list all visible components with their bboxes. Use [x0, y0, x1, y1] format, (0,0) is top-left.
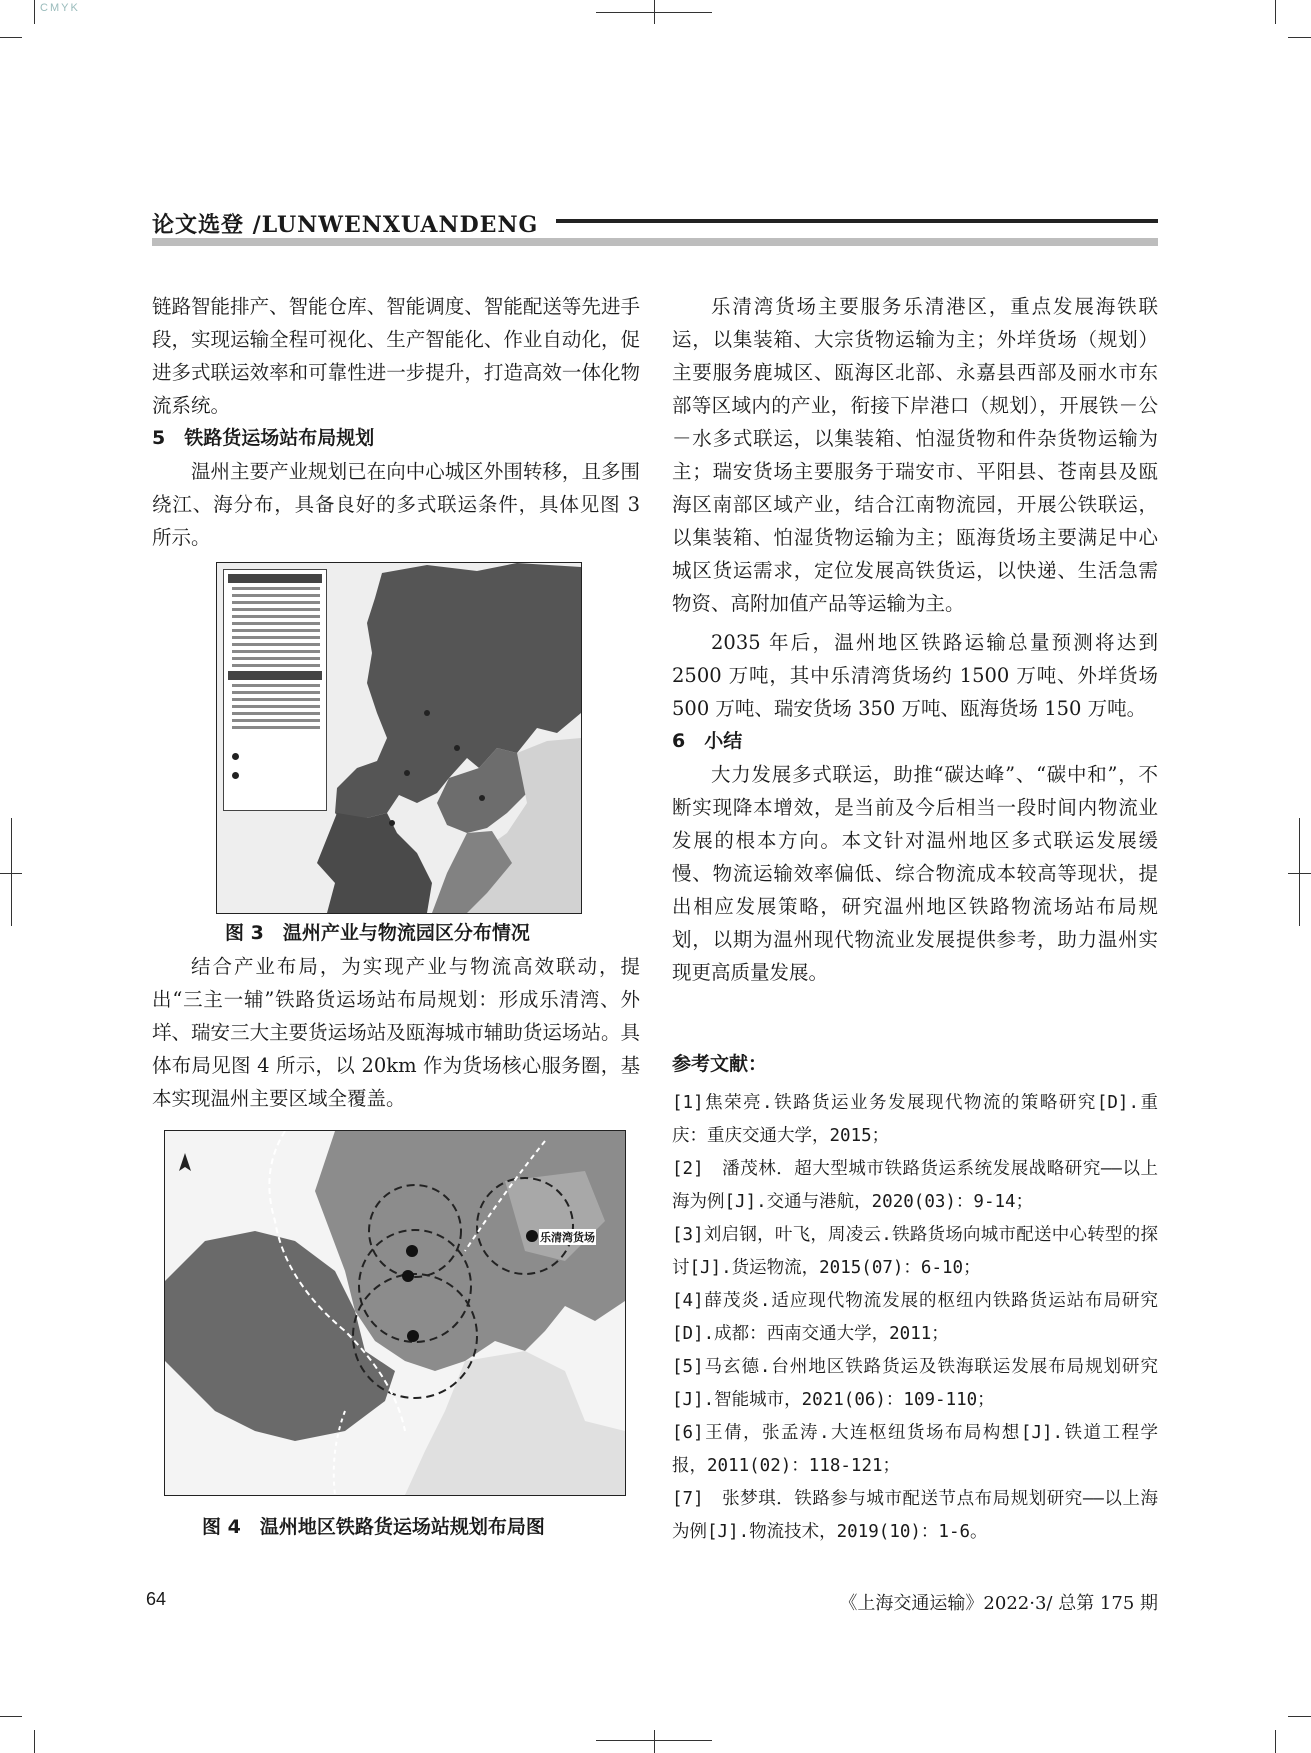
figure-4-caption: 图 4 温州地区铁路货运场站规划布局图	[202, 1516, 545, 1538]
section-heading-6: 6 小结	[672, 730, 743, 752]
reference-item: [4]薛茂炎.适应现代物流发展的枢纽内铁路货运站布局研究[D].成都：西南交通大学，2011；	[672, 1291, 1158, 1344]
railway-station-map	[165, 1131, 625, 1495]
header-band	[152, 238, 1158, 246]
figure-4-map	[164, 1130, 626, 1496]
references	[672, 1048, 1158, 1549]
journal-info: 《上海交通运输》2022·3/ 总第 175 期	[839, 1593, 1158, 1614]
crop-mark	[1288, 37, 1311, 38]
crop-mark	[654, 1730, 655, 1753]
reference-item: [3]刘启钢，叶飞，周凌云.铁路货场向城市配送中心转型的探讨[J].货运物流，2015(07)：6-10；	[672, 1225, 1158, 1278]
right-text	[672, 290, 1158, 989]
section-heading-5: 5 铁路货运场站布局规划	[152, 427, 375, 449]
crop-mark	[0, 1716, 22, 1717]
paragraph: 乐清湾货场主要服务乐清港区，重点发展海铁联运，以集装箱、大宗货物运输为主；外垟货场（规划）主要服务鹿城区、瓯海区北部、永嘉县西部及丽水市东部等区域内的产业，衔接下岸港口（规划），开展铁－公－水多式联运，以集装箱、怕湿货物和件杂货物运输为主；瑞安货场主要服务于瑞安市、平阳县、苍南县及瓯海区南部区域产业，结合江南物流园，开展公铁联运，以集装箱、怕湿货物运输为主；瓯海货场主要满足中心城区货运需求，定位发展高铁货运，以快递、生活急需物资、高附加值产品等运输为主。	[672, 295, 1158, 615]
map-legend	[223, 569, 327, 811]
paragraph: 温州主要产业规划已在向中心城区外围转移，且多围绕江、海分布，具备良好的多式联运条件，具体见图 3 所示。	[152, 460, 640, 549]
paragraph: 链路智能排产、智能仓库、智能调度、智能配送等先进手段，实现运输全程可视化、生产智能化、作业自动化，促进多式联运效率和可靠性进一步提升，打造高效一体化物流系统。	[152, 295, 640, 417]
reference-item: [2] 潘茂林．超大型城市铁路货运系统发展战略研究——以上海为例[J].交通与港航，2020(03)：9-14；	[672, 1159, 1158, 1212]
station-label: 乐清湾货场	[540, 1231, 595, 1244]
crop-mark	[1275, 1730, 1276, 1753]
left-text-middle	[152, 950, 640, 1115]
crop-mark	[0, 37, 22, 38]
reference-item: [1]焦荣亮.铁路货运业务发展现代物流的策略研究[D].重庆：重庆交通大学，2015；	[672, 1093, 1158, 1146]
cmyk-color-bar: CMYK	[40, 2, 80, 14]
left-text-top	[152, 290, 640, 554]
paragraph: 大力发展多式联运，助推“碳达峰”、“碳中和”，不断实现降本增效，是当前及今后相当一段时间内物流业发展的根本方向。本文针对温州地区多式联运发展缓慢、物流运输效率偏低、综合物流成本较高等现状，提出相应发展策略，研究温州地区铁路物流场站布局规划，以期为温州现代物流业发展提供参考，助力温州实现更高质量发展。	[672, 763, 1158, 984]
crop-mark	[654, 0, 655, 24]
reference-item: [5]马玄德.台州地区铁路货运及铁海联运发展布局规划研究[J].智能城市，2021(06)：109-110；	[672, 1357, 1158, 1410]
figure-3-caption: 图 3 温州产业与物流园区分布情况	[225, 922, 530, 944]
crop-mark	[34, 0, 35, 24]
crop-mark	[34, 1730, 35, 1753]
reference-item: [7] 张梦琪．铁路参与城市配送节点布局规划研究——以上海为例[J].物流技术，2019(10)：1-6。	[672, 1489, 1158, 1542]
header-rule	[556, 219, 1158, 223]
reference-item: [6]王倩，张孟涛.大连枢纽货场布局构想[J].铁道工程学报，2011(02)：118-121；	[672, 1423, 1158, 1476]
paragraph: 结合产业布局，为实现产业与物流高效联动，提出“三主一辅”铁路货运场站布局规划：形成乐清湾、外垟、瑞安三大主要货运场站及瓯海城市辅助货运场站。具体布局见图 4 所示，以 20km 作为货场核心服务圈，基本实现温州主要区域全覆盖。	[152, 955, 640, 1110]
crop-mark	[1299, 818, 1300, 926]
paragraph: 2035 年后，温州地区铁路运输总量预测将达到 2500 万吨，其中乐清湾货场约 1500 万吨、外垟货场 500 万吨、瑞安货场 350 万吨、瓯海货场 150 万吨。	[672, 631, 1158, 720]
crop-mark	[11, 818, 12, 926]
section-header: 论文选登 /LUNWENXUANDENG	[152, 212, 539, 238]
crop-mark	[1275, 0, 1276, 24]
page-number: 64	[146, 1589, 167, 1609]
references-title: 参考文献：	[672, 1053, 768, 1075]
crop-mark	[1288, 1716, 1311, 1717]
figure-3-map	[216, 562, 582, 914]
